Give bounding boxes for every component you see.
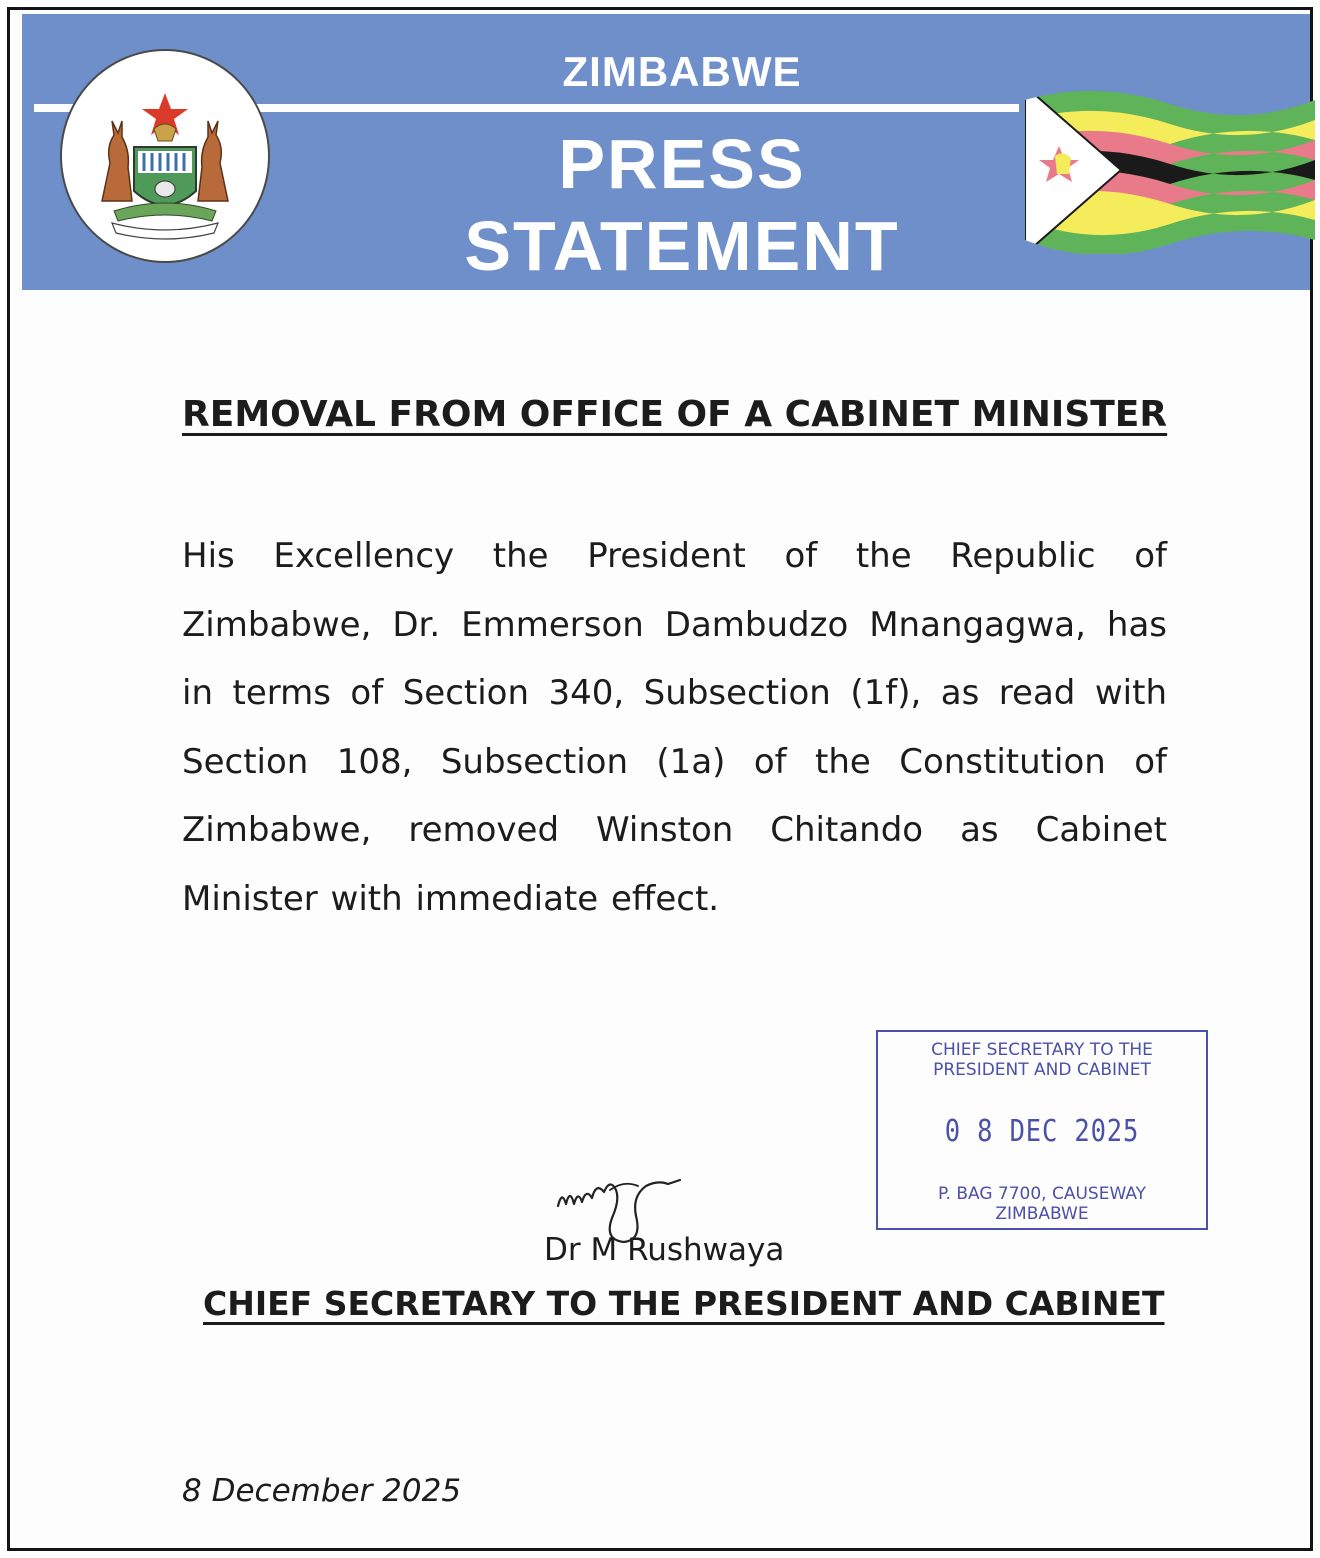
stamp-line-3: P. BAG 7700, CAUSEWAY [937, 1184, 1147, 1204]
statement-heading: REMOVAL FROM OFFICE OF A CABINET MINISTER [182, 394, 1168, 435]
signatory-name: Dr M Rushwaya [544, 1232, 785, 1268]
official-stamp [876, 1030, 1208, 1230]
stamp-line-2: PRESIDENT AND CABINET [933, 1060, 1151, 1080]
country-name: ZIMBABWE [562, 48, 802, 95]
stamp-date: 0 8 DEC 2025 [944, 1114, 1140, 1149]
title-statement: STATEMENT [464, 207, 900, 285]
signatory-title: CHIEF SECRETARY TO THE PRESIDENT AND CABINET [203, 1284, 1165, 1323]
statement-body: His Excellency the President of the Republic of Zimbabwe, Dr. Emmerson Dambudzo Mnangagwa, has in terms of Section 340, Subsection (1f), as read with Section 108, Subsection (1a) of the Constitution of Zimbabwe, removed Winston Chitando as Cabinet Minister with immediate effect. [182, 536, 1167, 919]
stamp-line-1: CHIEF SECRETARY TO THE [931, 1040, 1153, 1060]
press-statement-page [7, 7, 1313, 1551]
coat-of-arms-icon [60, 49, 270, 263]
header-banner [22, 14, 1310, 290]
zimbabwe-flag-icon [1025, 86, 1315, 254]
statement-date: 8 December 2025 [182, 1473, 462, 1509]
title-press: PRESS [558, 125, 806, 203]
stamp-line-4: ZIMBABWE [995, 1204, 1089, 1224]
